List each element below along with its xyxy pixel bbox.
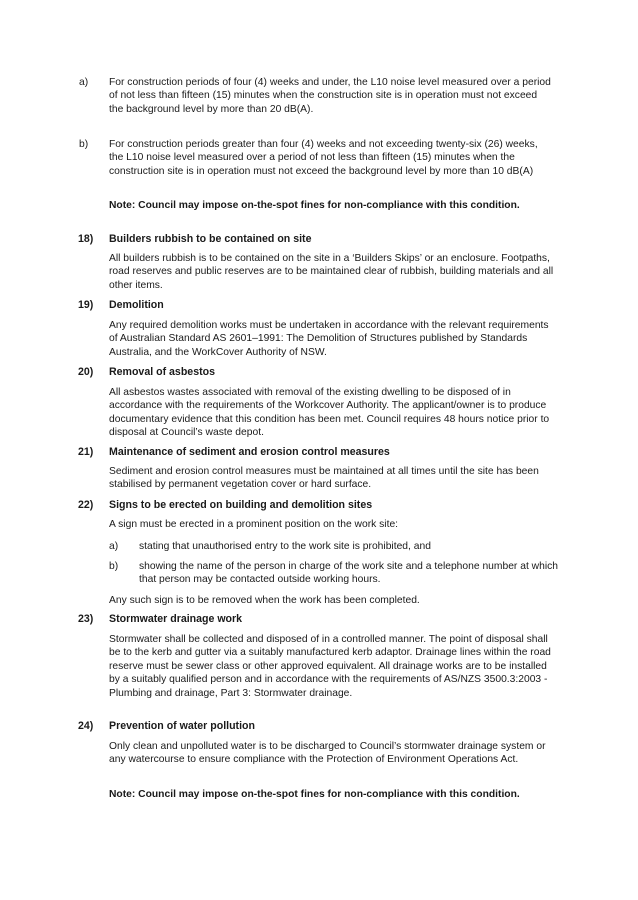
sign-item-a (109, 540, 559, 553)
condition-number: 18) (78, 233, 94, 245)
note-fines: Note: Council may impose on-the-spot fines for non-compliance with this condition. (109, 789, 520, 800)
condition-number: 20) (78, 366, 94, 378)
condition-title: Removal of asbestos (109, 366, 215, 378)
condition-number: 19) (78, 299, 94, 311)
note-fines: Note: Council may impose on-the-spot fines for non-compliance with this condition. (109, 200, 520, 211)
item-label: a) (109, 541, 119, 552)
condition-title: Demolition (109, 299, 164, 311)
item-text: For construction periods greater than four (4) weeks and not exceeding twenty-six (26) weeks, the L10 noise level measured over a period of not less than fifteen (15) minutes when the construction site is in operation must not exceed the background level by more than 10 dB(A) (109, 139, 538, 177)
condition-title: Prevention of water pollution (109, 720, 255, 732)
item-text: For construction periods of four (4) weeks and under, the L10 noise level measured over a period of not less than fifteen (15) minutes when the construction site is in operation must not exceed the background level by more than 20 dB(A). (109, 77, 551, 115)
condition-body: Only clean and unpolluted water is to be discharged to Council’s stormwater drainage system or any watercourse to ensure compliance with the Protection of Environment Operations Act. (109, 741, 546, 766)
condition-title: Maintenance of sediment and erosion control measures (109, 446, 390, 458)
condition-number: 22) (78, 499, 94, 511)
condition-body: Any required demolition works must be undertaken in accordance with the relevant requirements of Australian Standard AS 2601–1991: The Demolition of Structures published by Standards Australia, and the WorkCover Authority of NSW. (109, 320, 549, 358)
condition-body: A sign must be erected in a prominent position on the work site: (109, 519, 399, 530)
condition-body: Sediment and erosion control measures must be maintained at all times until the site has been stabilised by permanent vegetation cover or hard surface. (109, 466, 539, 491)
condition-title: Stormwater drainage work (109, 613, 243, 625)
condition-body: All builders rubbish is to be contained on the site in a ‘Builders Skips’ or an enclosure. Footpaths, road reserves and public reserves are to be maintained clear of rubbish, building materials and all other items. (109, 253, 554, 291)
sign-item-b (109, 560, 559, 587)
item-text: showing the name of the person in charge of the work site and a telephone number at which that person may be contacted outside working hours. (139, 561, 558, 586)
condition-title: Signs to be erected on building and demolition sites (109, 499, 373, 511)
condition-footer: Any such sign is to be removed when the work has been completed. (109, 595, 420, 606)
noise-item-a (79, 76, 554, 116)
noise-item-b (79, 138, 554, 178)
item-label: b) (109, 561, 119, 572)
condition-number: 23) (78, 613, 94, 625)
condition-number: 21) (78, 446, 94, 458)
item-text: stating that unauthorised entry to the work site is prohibited, and (139, 541, 431, 552)
condition-body: All asbestos wastes associated with removal of the existing dwelling to be disposed of in accordance with the requirements of the Workcover Authority. The applicant/owner is to produce documentary evidence that this condition has been met. Council requires 48 hours notice prior to disposal at Council’s waste depot. (109, 387, 550, 439)
condition-title: Builders rubbish to be contained on site (109, 233, 312, 245)
item-label: a) (79, 77, 89, 88)
item-label: b) (79, 139, 89, 150)
condition-body: Stormwater shall be collected and disposed of in a controlled manner. The point of disposal shall be to the kerb and gutter via a suitably manufactured kerb adaptor. Drainage lines within the road reserve must be sewer class or other approved equivalent. All drainage works are to be installed by a suitably qualified person and in accordance with the requirements of AS/NZS 3500.3:2003 - Plumbing and drainage, Part 3: Stormwater drainage. (109, 634, 551, 699)
condition-number: 24) (78, 720, 94, 732)
